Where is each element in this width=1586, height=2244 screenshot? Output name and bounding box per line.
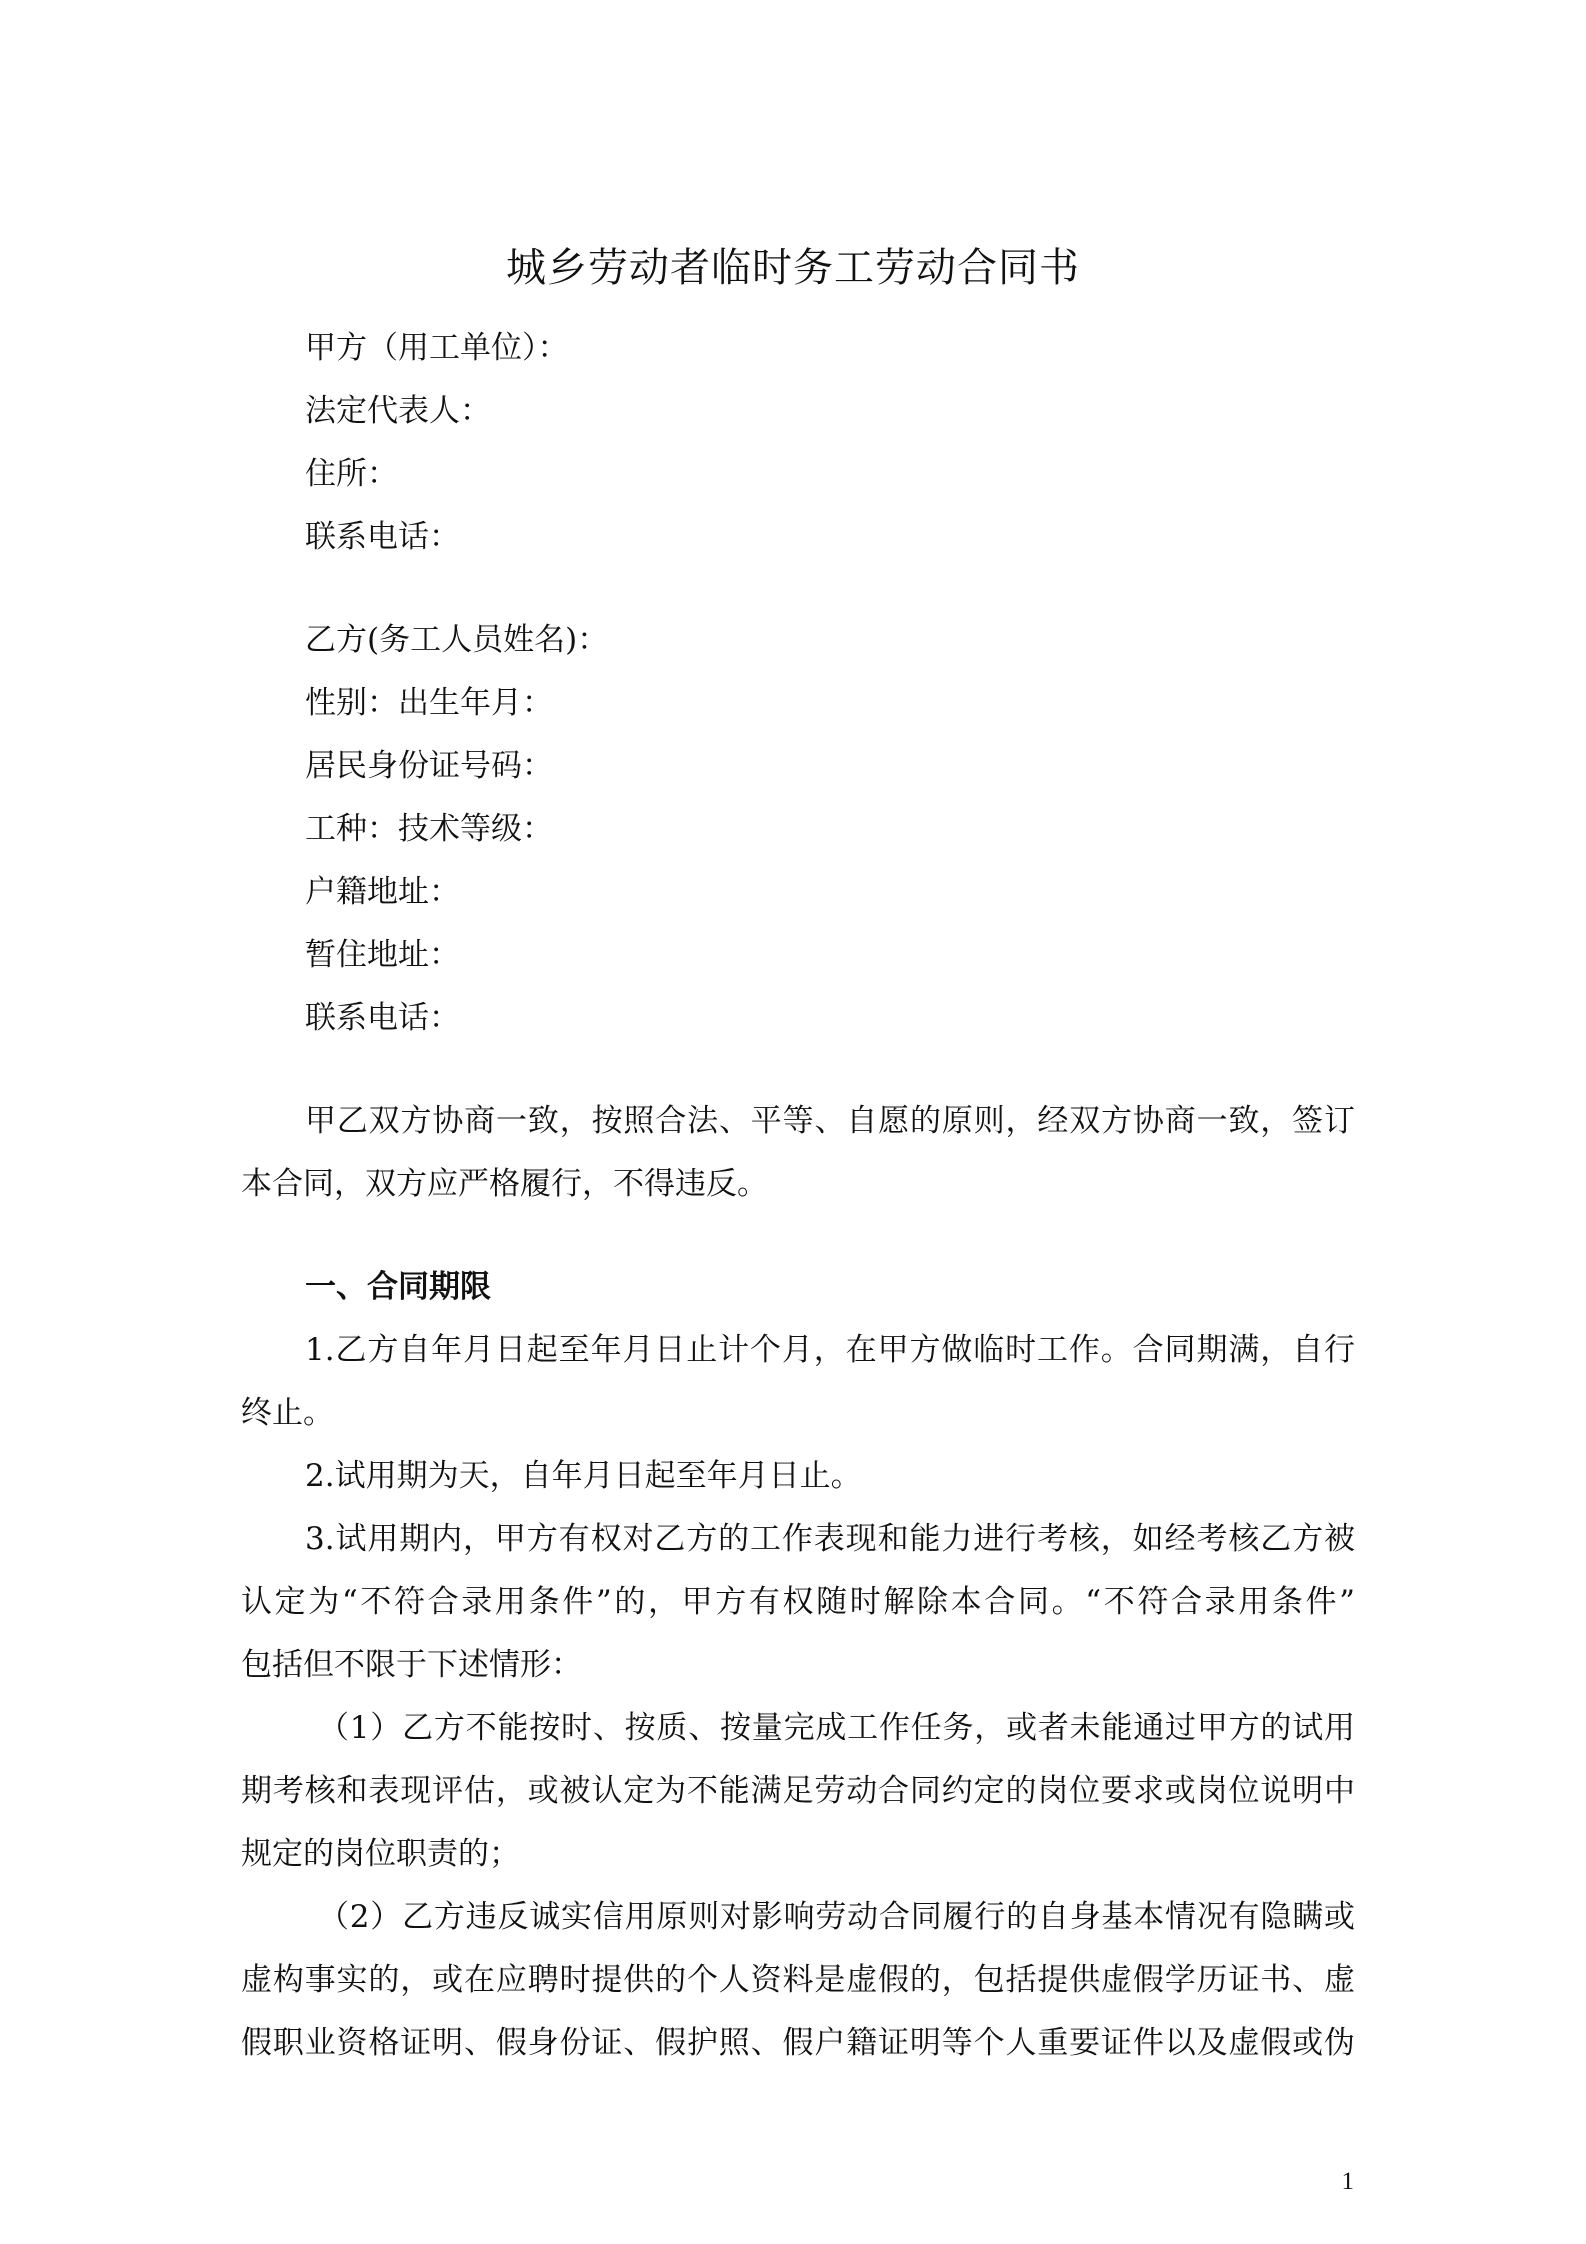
sub-item-2-line-2: 虚构事实的，或在应聘时提供的个人资料是虚假的，包括提供虚假学历证书、虚 — [241, 1962, 1355, 1998]
party-b-job-level: 工种：技术等级： — [305, 811, 553, 847]
party-b-id-number: 居民身份证号码： — [305, 748, 553, 784]
party-a-phone: 联系电话： — [305, 519, 460, 555]
intro-line-2: 本合同，双方应严格履行，不得违反。 — [241, 1166, 768, 1202]
page-number: 1 — [1341, 2168, 1354, 2195]
sub-item-2-line-1: （2）乙方违反诚实信用原则对影响劳动合同履行的自身基本情况有隐瞒或 — [318, 1899, 1355, 1935]
party-a-representative: 法定代表人： — [305, 393, 491, 429]
party-b-phone: 联系电话： — [305, 1000, 460, 1036]
item-2: 2.试用期为天，自年月日起至年月日止。 — [305, 1458, 862, 1494]
item-3-line-2: 认定为“不符合录用条件”的，甲方有权随时解除本合同。“不符合录用条件” — [241, 1584, 1355, 1620]
intro-line-1: 甲乙双方协商一致，按照合法、平等、自愿的原则，经双方协商一致，签订 — [305, 1103, 1355, 1139]
page-title: 城乡劳动者临时务工劳动合同书 — [506, 245, 1080, 291]
party-b-household-address: 户籍地址： — [305, 874, 460, 910]
item-1-line-2: 终止。 — [241, 1395, 334, 1431]
item-3-line-3: 包括但不限于下述情形： — [241, 1647, 582, 1683]
section-heading: 一、合同期限 — [305, 1269, 491, 1305]
sub-item-2-line-3: 假职业资格证明、假身份证、假护照、假户籍证明等个人重要证件以及虚假或伪 — [241, 2025, 1355, 2061]
item-1-line-1: 1.乙方自年月日起至年月日止计个月，在甲方做临时工作。合同期满，自行 — [305, 1332, 1355, 1368]
sub-item-1-line-1: （1）乙方不能按时、按质、按量完成工作任务，或者未能通过甲方的试用 — [318, 1710, 1355, 1746]
party-a-address: 住所： — [305, 456, 398, 492]
party-b-name: 乙方(务工人员姓名)： — [305, 622, 609, 658]
party-b-temp-address: 暂住地址： — [305, 937, 460, 973]
sub-item-1-line-3: 规定的岗位职责的； — [241, 1836, 520, 1872]
party-a-unit: 甲方（用工单位）： — [305, 330, 569, 366]
item-3-line-1: 3.试用期内，甲方有权对乙方的工作表现和能力进行考核，如经考核乙方被 — [305, 1521, 1355, 1557]
party-b-gender-birth: 性别：出生年月： — [305, 685, 553, 721]
sub-item-1-line-2: 期考核和表现评估，或被认定为不能满足劳动合同约定的岗位要求或岗位说明中 — [241, 1773, 1355, 1809]
